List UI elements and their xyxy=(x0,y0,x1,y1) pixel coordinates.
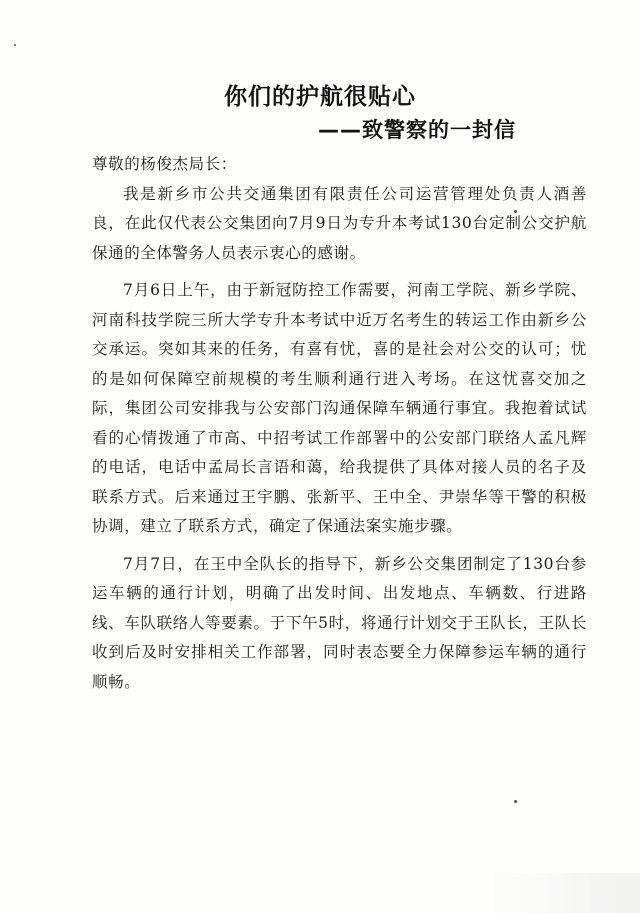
letter-body xyxy=(92,150,587,697)
paragraph-1: 我是新乡市公共交通集团有限责任公司运营管理处负责人酒善良，在此仅代表公交集团向7月9日为专升本考试130台定制公交护航保通的全体警务人员表示衷心的感谢。 xyxy=(92,184,587,262)
letter-title: 你们的护航很贴心 xyxy=(224,84,416,110)
scan-speck xyxy=(14,44,16,46)
scan-edge-shading xyxy=(490,873,640,913)
salutation: 尊敬的杨俊杰局长： xyxy=(92,155,237,173)
scan-speck xyxy=(514,800,517,803)
paragraph-3: 7月7日，在王中全队长的指导下，新乡公交集团制定了130台参运车辆的通行计划，明确了出发时间、出发地点、车辆数、行进路线、车队联络人等要素。于下午5时，将通行计划交于王队长，王队长收到后及时安排相关工作部署，同时表态要全力保障参运车辆的通行顺畅。 xyxy=(92,554,587,691)
letter-subtitle: ——致警察的一封信 xyxy=(318,118,516,142)
scan-speck xyxy=(514,210,517,213)
paragraph-2: 7月6日上午，由于新冠防控工作需要，河南工学院、新乡学院、河南科技学院三所大学专升本考试中近万名考生的转运工作由新乡公交承运。突如其来的任务，有喜有忧，喜的是社会对公交的认可；忧的是如何保障空前规模的考生顺利通行进入考场。在这忧喜交加之际，集团公司安排我与公安部门沟通保障车辆通行事宜。我抱着试试看的心情拨通了市高、中招考试工作部署中的公安部门联络人孟凡辉的电话，电话中孟局长言语和蔼，给我提供了具体对接人员的名子及联系方式。后来通过王宇鹏、张新平、王中全、尹崇华等干警的积极协调，建立了联系方式，确定了保通法案实施步骤。 xyxy=(92,281,587,535)
